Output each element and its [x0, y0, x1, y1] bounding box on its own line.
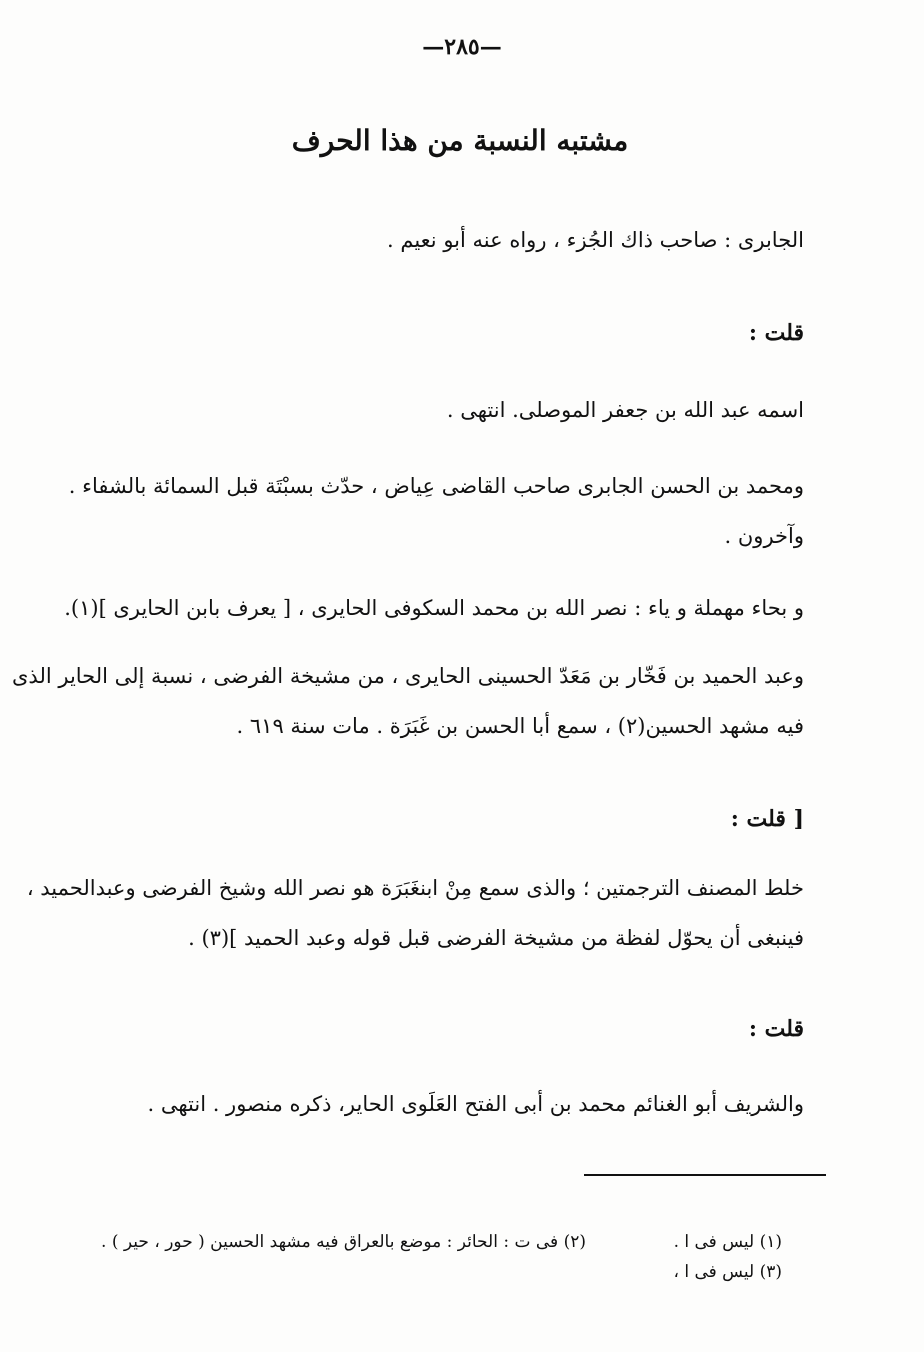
- entry-sharif: والشريف أبو الغنائم محمد بن أبى الفتح العَلَوى الحاير، ذكره منصور . انتهى .: [147, 1092, 804, 1116]
- comment-mixing-line-1: خلط المصنف الترجمتين ؛ والذى سمع مِنْ ابنغَبَرَة هو نصر الله وشيخ الفرضى وعبدالحميد ،: [26, 876, 804, 900]
- comment-name: اسمه عبد الله بن جعفر الموصلى. انتهى .: [446, 398, 804, 422]
- section-heading: مشتبه النسبة من هذا الحرف: [291, 124, 629, 157]
- entry-muhammad-line-1: ومحمد بن الحسن الجابرى صاحب القاضى عِياض ، حدّث بسبْتَة قبل السمائة بالشفاء .: [68, 474, 804, 498]
- entry-jabiri: الجابرى : صاحب ذاك الجُزء ، رواه عنه أبو نعيم .: [387, 228, 804, 252]
- footnote-separator: [584, 1174, 826, 1176]
- entry-muhammad-line-2: وآخرون .: [724, 524, 804, 548]
- qult-label-1: قلت :: [748, 320, 804, 346]
- entry-hairi: و بحاء مهملة و ياء : نصر الله بن محمد السكوفى الحايرى ، [ يعرف بابن الحايرى ](١).: [64, 596, 804, 620]
- qult-label-3: قلت :: [748, 1016, 804, 1042]
- entry-abdulhamid-line-1: وعبد الحميد بن فَخّار بن مَعَدّ الحسينى الحايرى ، من مشيخة الفرضى ، نسبة إلى الحاير الذى: [11, 664, 804, 688]
- qult-label-2: [ قلت :: [730, 806, 804, 832]
- footnote-3: (٣) ليس فى ا ،: [673, 1262, 782, 1282]
- footnote-1: (١) ليس فى ا .: [673, 1232, 782, 1252]
- entry-abdulhamid-line-2: فيه مشهد الحسين(٢) ، سمع أبا الحسن بن غَبَرَة . مات سنة ٦١٩ .: [236, 714, 804, 738]
- page-number: —٢٨٥—: [422, 34, 502, 60]
- comment-mixing-line-2: فينبغى أن يحوّل لفظة من مشيخة الفرضى قبل قوله وعبد الحميد ](٣) .: [188, 926, 804, 950]
- footnote-2: (٢) فى ت : الحائر : موضع بالعراق فيه مشهد الحسين ( حور ، حير ) .: [101, 1232, 586, 1252]
